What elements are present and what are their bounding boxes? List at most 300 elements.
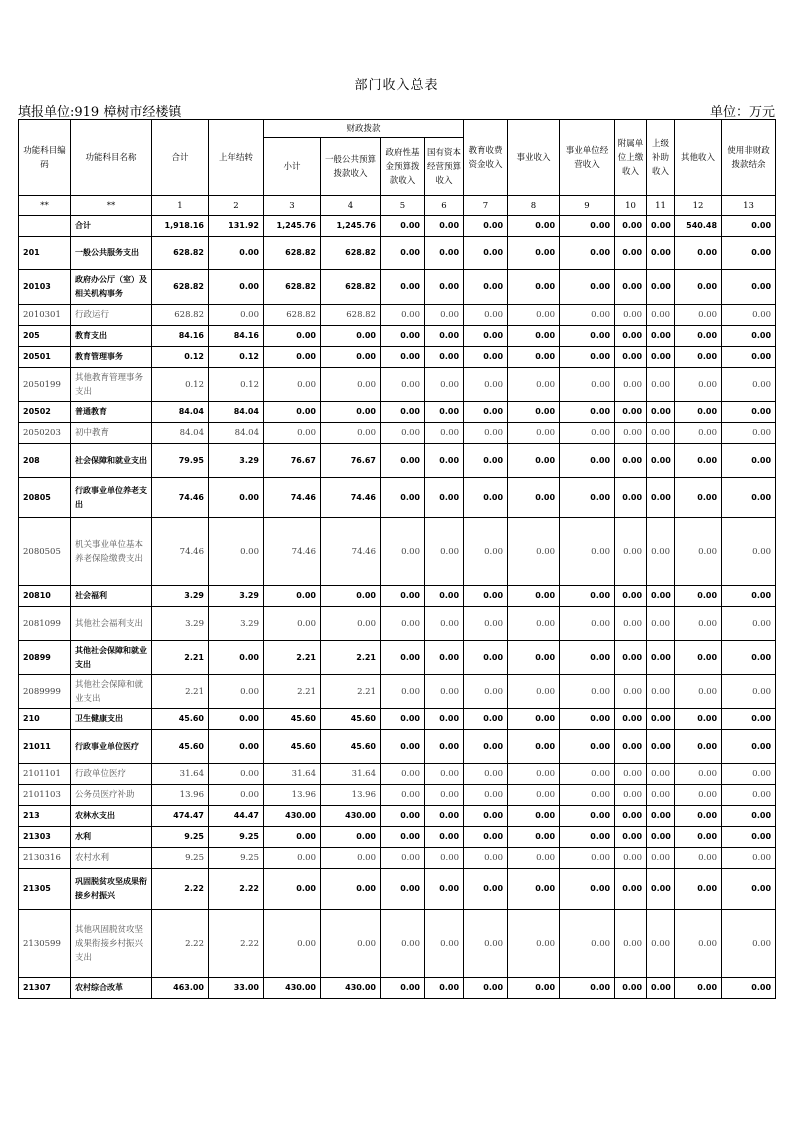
row-value: 0.00: [615, 869, 647, 910]
row-value: 0.00: [508, 785, 560, 806]
table-row: [19, 869, 776, 910]
row-value: 0.00: [647, 848, 675, 869]
row-value: 0.00: [647, 444, 675, 478]
row-value: 0.00: [560, 641, 615, 675]
index-cell: 8: [508, 196, 560, 216]
row-value: 0.12: [152, 368, 209, 402]
row-value: 33.00: [209, 978, 264, 999]
row-value: 0.00: [560, 402, 615, 423]
row-value: 0.00: [615, 326, 647, 347]
row-value: 0.00: [381, 910, 425, 978]
row-value: 0.00: [209, 709, 264, 730]
row-value: 0.00: [722, 270, 776, 305]
row-value: 0.00: [722, 444, 776, 478]
row-value: 74.46: [321, 518, 381, 586]
row-value: 13.96: [152, 785, 209, 806]
row-value: 0.00: [381, 764, 425, 785]
row-value: 0.00: [647, 607, 675, 641]
row-value: 0.00: [615, 641, 647, 675]
row-value: 0.00: [560, 869, 615, 910]
index-cell: 1: [152, 196, 209, 216]
row-value: 0.00: [722, 347, 776, 368]
row-value: 430.00: [264, 806, 321, 827]
row-value: 0.00: [615, 216, 647, 237]
row-value: 0.00: [321, 326, 381, 347]
row-value: 0.00: [381, 305, 425, 326]
row-value: 0.00: [425, 368, 464, 402]
row-value: 0.00: [264, 869, 321, 910]
row-value: 628.82: [152, 237, 209, 270]
row-name: 合计: [71, 216, 152, 237]
row-value: 0.00: [264, 368, 321, 402]
row-value: 0.00: [508, 675, 560, 709]
row-value: 0.00: [321, 402, 381, 423]
row-value: 0.00: [464, 326, 508, 347]
row-value: 0.00: [675, 478, 722, 518]
row-value: 628.82: [152, 270, 209, 305]
row-value: 0.00: [464, 730, 508, 764]
row-value: 0.00: [508, 402, 560, 423]
row-value: 0.00: [508, 305, 560, 326]
row-value: 0.00: [321, 347, 381, 368]
row-value: 0.00: [560, 326, 615, 347]
row-value: 0.00: [381, 978, 425, 999]
row-value: 0.00: [647, 827, 675, 848]
row-value: 0.00: [264, 326, 321, 347]
row-value: 0.00: [560, 730, 615, 764]
row-name: 公务员医疗补助: [71, 785, 152, 806]
table-row: [19, 848, 776, 869]
row-name: 农林水支出: [71, 806, 152, 827]
row-value: 0.00: [381, 237, 425, 270]
row-value: 74.46: [264, 478, 321, 518]
row-value: 0.00: [381, 423, 425, 444]
row-value: 13.96: [264, 785, 321, 806]
row-code: 20502: [19, 402, 71, 423]
row-value: 0.00: [209, 641, 264, 675]
row-value: 2.22: [152, 869, 209, 910]
row-value: 0.00: [464, 368, 508, 402]
row-value: 0.00: [615, 730, 647, 764]
table-row: [19, 641, 776, 675]
row-value: 0.00: [615, 423, 647, 444]
row-value: 0.00: [381, 827, 425, 848]
row-value: 0.00: [722, 641, 776, 675]
row-value: 0.00: [508, 848, 560, 869]
row-value: 0.00: [615, 764, 647, 785]
row-value: 9.25: [152, 827, 209, 848]
row-value: 0.12: [209, 347, 264, 368]
row-value: 2.21: [152, 641, 209, 675]
row-name: 行政运行: [71, 305, 152, 326]
row-value: 628.82: [264, 237, 321, 270]
row-value: 0.00: [425, 806, 464, 827]
row-value: 0.00: [560, 423, 615, 444]
row-value: 0.00: [425, 709, 464, 730]
row-value: 45.60: [321, 730, 381, 764]
row-value: 0.00: [508, 641, 560, 675]
row-value: 0.00: [508, 216, 560, 237]
row-value: 0.00: [647, 785, 675, 806]
row-value: 0.00: [264, 347, 321, 368]
row-value: 0.00: [615, 402, 647, 423]
row-value: 0.00: [209, 305, 264, 326]
row-value: 0.00: [425, 764, 464, 785]
row-value: 0.00: [675, 764, 722, 785]
row-name: 行政事业单位养老支出: [71, 478, 152, 518]
row-value: 9.25: [209, 827, 264, 848]
row-code: 2101101: [19, 764, 71, 785]
page-title: 部门收入总表: [354, 78, 439, 93]
table-row: [19, 764, 776, 785]
row-value: 0.00: [675, 444, 722, 478]
index-cell: 2: [209, 196, 264, 216]
row-value: 76.67: [264, 444, 321, 478]
row-value: 0.00: [615, 237, 647, 270]
row-value: 0.00: [508, 586, 560, 607]
row-value: 0.00: [722, 586, 776, 607]
row-value: 0.00: [321, 423, 381, 444]
row-code: 2130316: [19, 848, 71, 869]
row-value: 628.82: [152, 305, 209, 326]
row-value: 628.82: [264, 305, 321, 326]
row-code: 21305: [19, 869, 71, 910]
table-row: [19, 709, 776, 730]
income-summary-table: [18, 119, 776, 999]
row-value: 0.00: [615, 785, 647, 806]
row-value: 0.00: [675, 848, 722, 869]
header-carryover: 上年结转: [209, 120, 264, 196]
table-row: [19, 675, 776, 709]
row-name: 行政单位医疗: [71, 764, 152, 785]
row-value: 0.00: [425, 444, 464, 478]
row-value: 0.00: [560, 518, 615, 586]
row-value: 0.00: [321, 827, 381, 848]
row-value: 0.00: [647, 869, 675, 910]
row-value: 0.00: [647, 978, 675, 999]
row-value: 0.00: [675, 586, 722, 607]
row-value: 0.00: [722, 978, 776, 999]
table-row: [19, 402, 776, 423]
row-value: 1,245.76: [321, 216, 381, 237]
row-value: 45.60: [152, 709, 209, 730]
row-code: 21303: [19, 827, 71, 848]
table-row: [19, 270, 776, 305]
row-value: 0.00: [560, 607, 615, 641]
row-value: 0.00: [647, 586, 675, 607]
row-code: 21307: [19, 978, 71, 999]
row-value: 0.00: [675, 518, 722, 586]
row-value: 45.60: [264, 730, 321, 764]
row-value: 0.00: [560, 347, 615, 368]
row-value: 0.00: [722, 518, 776, 586]
row-value: 0.00: [675, 368, 722, 402]
row-value: 74.46: [321, 478, 381, 518]
row-value: 3.29: [209, 607, 264, 641]
row-value: 0.00: [425, 910, 464, 978]
row-value: 0.00: [722, 848, 776, 869]
row-value: 0.00: [722, 730, 776, 764]
row-value: 0.00: [615, 806, 647, 827]
row-code: 2050203: [19, 423, 71, 444]
row-value: 0.00: [675, 978, 722, 999]
row-value: 0.00: [321, 848, 381, 869]
row-value: 84.04: [209, 423, 264, 444]
row-value: 0.00: [425, 270, 464, 305]
row-value: 0.00: [381, 586, 425, 607]
row-value: 0.00: [647, 216, 675, 237]
row-value: 0.00: [508, 478, 560, 518]
row-value: 0.00: [560, 478, 615, 518]
row-value: 2.21: [321, 675, 381, 709]
row-value: 0.00: [615, 827, 647, 848]
row-value: 0.00: [722, 326, 776, 347]
table-row: [19, 607, 776, 641]
row-name: 社会福利: [71, 586, 152, 607]
row-value: 0.00: [675, 402, 722, 423]
header-name: 功能科目名称: [71, 120, 152, 196]
index-cell: **: [19, 196, 71, 216]
table-body: [19, 216, 776, 999]
row-value: 0.00: [264, 586, 321, 607]
row-value: 0.00: [464, 216, 508, 237]
row-value: 0.00: [464, 978, 508, 999]
row-code: 210: [19, 709, 71, 730]
row-value: 0.00: [560, 444, 615, 478]
row-value: 0.00: [722, 368, 776, 402]
row-value: 0.00: [209, 237, 264, 270]
row-code: 2010301: [19, 305, 71, 326]
row-code: 20501: [19, 347, 71, 368]
index-cell: 7: [464, 196, 508, 216]
row-value: 3.29: [152, 586, 209, 607]
row-value: 0.00: [675, 326, 722, 347]
row-value: 0.00: [508, 326, 560, 347]
index-cell: 6: [425, 196, 464, 216]
row-name: 巩固脱贫攻坚成果衔接乡村振兴: [71, 869, 152, 910]
row-value: 2.21: [321, 641, 381, 675]
row-value: 0.00: [560, 848, 615, 869]
row-value: 0.00: [508, 709, 560, 730]
table-row: [19, 785, 776, 806]
header-business: 事业收入: [508, 120, 560, 196]
row-value: 31.64: [152, 764, 209, 785]
row-value: 0.00: [425, 216, 464, 237]
row-value: 74.46: [152, 478, 209, 518]
row-value: 0.00: [722, 709, 776, 730]
row-value: 0.00: [560, 586, 615, 607]
row-name: 教育管理事务: [71, 347, 152, 368]
row-value: 0.00: [647, 326, 675, 347]
row-name: 教育支出: [71, 326, 152, 347]
row-value: 0.00: [425, 978, 464, 999]
row-value: 0.00: [381, 607, 425, 641]
index-cell: 4: [321, 196, 381, 216]
row-value: 0.00: [560, 675, 615, 709]
row-code: 20899: [19, 641, 71, 675]
header-non-fiscal-balance: 使用非财政拨款结余: [722, 120, 776, 196]
row-value: 430.00: [321, 806, 381, 827]
row-value: 0.00: [647, 423, 675, 444]
row-value: 0.00: [464, 237, 508, 270]
row-name: 政府办公厅（室）及相关机构事务: [71, 270, 152, 305]
row-code: 21011: [19, 730, 71, 764]
row-value: 0.00: [508, 347, 560, 368]
row-value: 1,245.76: [264, 216, 321, 237]
row-value: 0.00: [675, 237, 722, 270]
row-value: 0.00: [675, 305, 722, 326]
row-value: 74.46: [264, 518, 321, 586]
row-value: 0.00: [722, 785, 776, 806]
row-value: 0.00: [647, 730, 675, 764]
table-row: [19, 237, 776, 270]
header-affiliated: 附属单位上缴收入: [615, 120, 647, 196]
row-value: 0.00: [615, 978, 647, 999]
row-value: 0.00: [675, 641, 722, 675]
row-value: 0.00: [464, 478, 508, 518]
index-cell: 10: [615, 196, 647, 216]
table-row: [19, 368, 776, 402]
row-value: 13.96: [321, 785, 381, 806]
row-value: 0.00: [508, 806, 560, 827]
row-value: 0.00: [425, 641, 464, 675]
row-value: 9.25: [209, 848, 264, 869]
row-name: 其他教育管理事务支出: [71, 368, 152, 402]
row-value: 3.29: [209, 444, 264, 478]
row-value: 0.00: [647, 675, 675, 709]
row-value: 0.00: [464, 347, 508, 368]
row-value: 0.00: [675, 607, 722, 641]
row-value: 0.00: [464, 848, 508, 869]
row-value: 0.00: [464, 785, 508, 806]
row-code: 208: [19, 444, 71, 478]
row-code: 20810: [19, 586, 71, 607]
table-row: [19, 730, 776, 764]
row-code: 20103: [19, 270, 71, 305]
row-value: 2.21: [264, 641, 321, 675]
row-value: 0.00: [647, 305, 675, 326]
row-code: 2081099: [19, 607, 71, 641]
row-value: 0.00: [425, 305, 464, 326]
row-value: 0.00: [508, 827, 560, 848]
row-value: 0.00: [615, 270, 647, 305]
row-value: 540.48: [675, 216, 722, 237]
row-value: 430.00: [321, 978, 381, 999]
row-code: 201: [19, 237, 71, 270]
row-value: 0.00: [464, 806, 508, 827]
index-cell: 9: [560, 196, 615, 216]
row-value: 0.00: [675, 423, 722, 444]
table-row: [19, 347, 776, 368]
row-value: 2.22: [152, 910, 209, 978]
row-value: 0.00: [647, 478, 675, 518]
row-value: 0.12: [209, 368, 264, 402]
row-value: 1,918.16: [152, 216, 209, 237]
row-name: 其他社会保障和就业支出: [71, 641, 152, 675]
row-value: 0.00: [675, 347, 722, 368]
row-value: 0.00: [647, 347, 675, 368]
index-cell: 5: [381, 196, 425, 216]
header-superior-subsidy: 上级补助收入: [647, 120, 675, 196]
row-value: 0.00: [209, 764, 264, 785]
row-value: 0.00: [722, 910, 776, 978]
row-value: 0.00: [615, 586, 647, 607]
row-value: 0.00: [615, 368, 647, 402]
row-value: 0.00: [464, 607, 508, 641]
row-value: 2.22: [209, 910, 264, 978]
row-value: 131.92: [209, 216, 264, 237]
row-value: 45.60: [321, 709, 381, 730]
header-subtotal: 小计: [264, 138, 321, 196]
row-code: 2101103: [19, 785, 71, 806]
reporting-unit: 填报单位:919 樟树市经楼镇: [18, 105, 182, 120]
row-value: 0.00: [722, 869, 776, 910]
row-value: 0.00: [381, 444, 425, 478]
row-name: 社会保障和就业支出: [71, 444, 152, 478]
row-value: 0.00: [647, 764, 675, 785]
row-code: 20805: [19, 478, 71, 518]
row-value: 0.00: [675, 806, 722, 827]
header-other: 其他收入: [675, 120, 722, 196]
table-row: [19, 806, 776, 827]
row-value: 0.00: [615, 478, 647, 518]
row-value: 0.00: [722, 806, 776, 827]
row-value: 0.00: [321, 869, 381, 910]
row-value: 0.00: [425, 675, 464, 709]
row-value: 0.00: [675, 270, 722, 305]
row-value: 3.29: [152, 607, 209, 641]
row-value: 0.00: [722, 675, 776, 709]
row-value: 0.00: [264, 848, 321, 869]
row-value: 0.00: [425, 869, 464, 910]
row-value: 31.64: [264, 764, 321, 785]
row-value: 0.00: [321, 607, 381, 641]
table-row: [19, 305, 776, 326]
row-value: 0.00: [647, 641, 675, 675]
row-value: 0.00: [560, 270, 615, 305]
row-value: 84.04: [152, 402, 209, 423]
row-value: 0.00: [464, 709, 508, 730]
row-value: 0.00: [722, 827, 776, 848]
row-value: 3.29: [209, 586, 264, 607]
row-value: 0.00: [425, 402, 464, 423]
row-value: 0.00: [464, 675, 508, 709]
row-value: 0.00: [560, 709, 615, 730]
row-value: 0.00: [464, 518, 508, 586]
row-value: 0.00: [560, 910, 615, 978]
header-edu-fee: 教育收费资金收入: [464, 120, 508, 196]
header-business-unit: 事业单位经营收入: [560, 120, 615, 196]
row-value: 0.00: [381, 216, 425, 237]
row-value: 628.82: [321, 305, 381, 326]
row-value: 0.00: [615, 848, 647, 869]
row-value: 463.00: [152, 978, 209, 999]
table-row: [19, 444, 776, 478]
row-value: 0.00: [464, 305, 508, 326]
row-value: 0.00: [508, 764, 560, 785]
row-value: 0.00: [560, 978, 615, 999]
row-code: [19, 216, 71, 237]
row-value: 0.00: [675, 827, 722, 848]
row-value: 0.00: [209, 675, 264, 709]
row-value: 0.00: [508, 978, 560, 999]
row-name: 其他社会福利支出: [71, 607, 152, 641]
row-value: 0.00: [560, 216, 615, 237]
row-value: 76.67: [321, 444, 381, 478]
row-value: 0.00: [615, 607, 647, 641]
row-value: 0.00: [560, 237, 615, 270]
row-value: 0.00: [615, 347, 647, 368]
